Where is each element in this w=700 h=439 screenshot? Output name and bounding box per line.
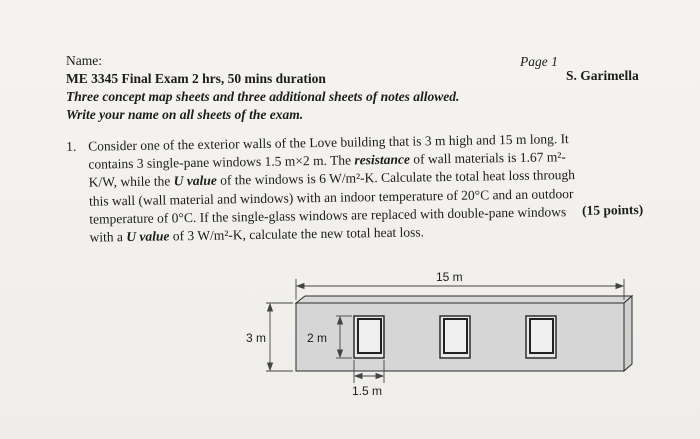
window-3 bbox=[526, 316, 556, 358]
height-dimension bbox=[266, 303, 293, 371]
window-2 bbox=[440, 316, 470, 358]
wall-side-face bbox=[624, 296, 632, 371]
question-line: temperature of 0°C. If the single-glass windows are replaced with double-pane windows bbox=[89, 203, 567, 227]
window-height-label: 2 m bbox=[307, 331, 328, 345]
window-width-label: 1.5 m bbox=[352, 384, 383, 398]
height-label: 3 m bbox=[246, 331, 267, 345]
window-1 bbox=[354, 316, 384, 358]
page-number: Page 1 bbox=[520, 54, 558, 69]
write-name-note: Write your name on all sheets of the exam. bbox=[66, 107, 304, 122]
wall-top-face bbox=[296, 296, 632, 303]
question-line: K/W, while the U value of the windows is 6 W/m²-K. Calculate the total heat loss through bbox=[88, 167, 576, 191]
exam-title: ME 3345 Final Exam 2 hrs, 50 mins duration bbox=[66, 71, 326, 86]
question-line: contains 3 single-pane windows 1.5 m×2 m. The resistance of wall materials is 1.67 m²- bbox=[88, 149, 566, 172]
question-line: this wall (wall material and windows) with an indoor temperature of 20°C and an outdoor bbox=[88, 185, 574, 209]
points-label: (15 points) bbox=[581, 201, 644, 218]
name-label: Name: bbox=[66, 53, 102, 68]
question-line: with a U value of 3 W/m²-K, calculate the new total heat loss. bbox=[89, 224, 425, 245]
notes-allowed-note: Three concept map sheets and three additional sheets of notes allowed. bbox=[66, 89, 460, 104]
length-label: 15 m bbox=[436, 270, 463, 284]
question-number: 1. bbox=[66, 138, 77, 154]
author-name: S. Garimella bbox=[566, 68, 639, 83]
question-line: Consider one of the exterior walls of the Love building that is 3 m high and 15 m long. It bbox=[88, 131, 569, 154]
